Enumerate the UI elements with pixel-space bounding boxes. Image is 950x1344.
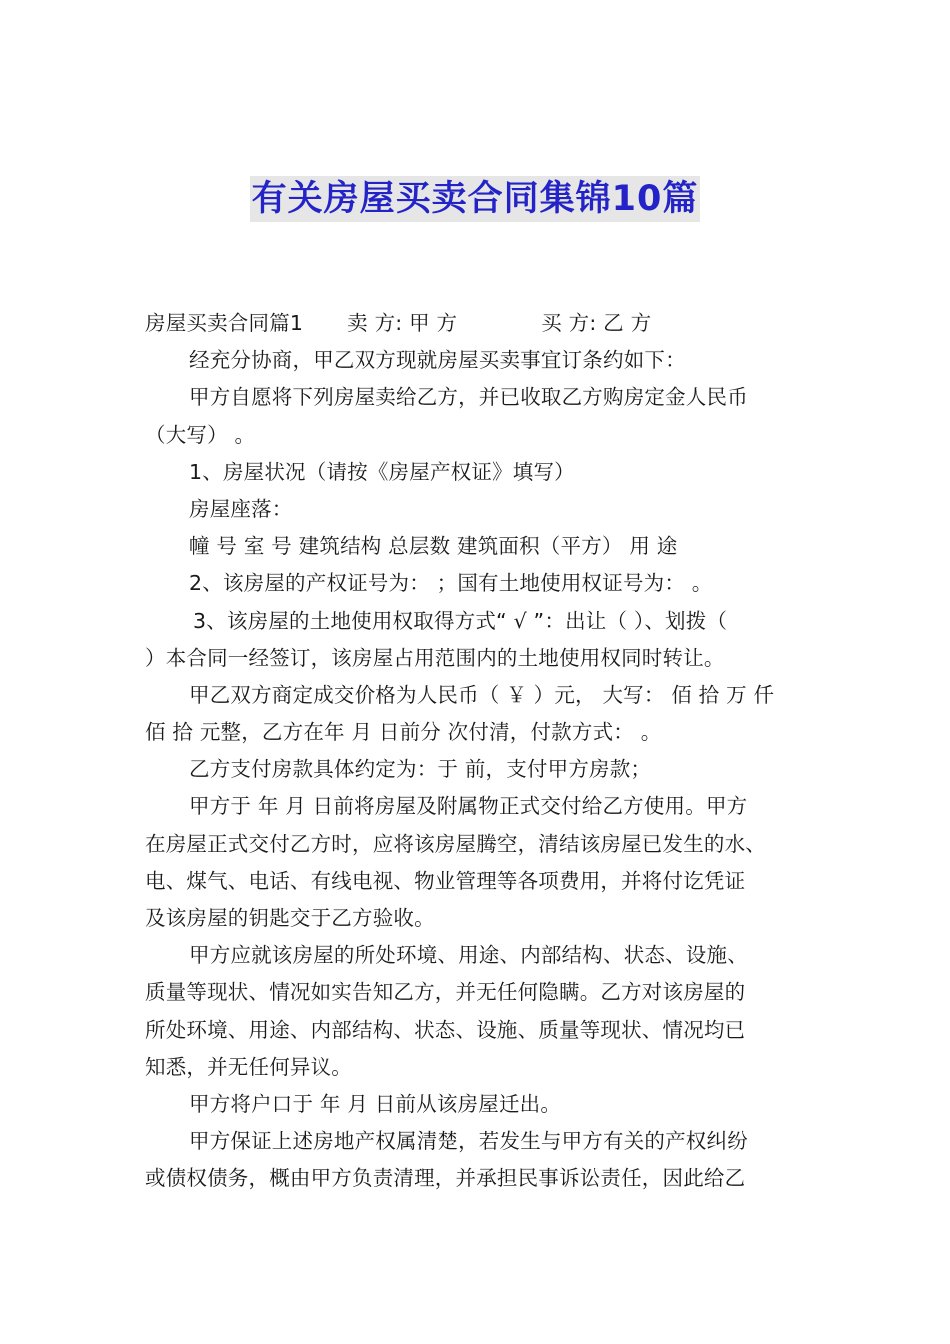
paragraph-line: 3、该房屋的土地使用权取得方式“ √ ”：出让（ ）、划拨（ <box>193 608 728 633</box>
paragraph-line: ）本合同一经签订，该房屋占用范围内的土地使用权同时转让。 <box>145 645 725 670</box>
paragraph-line: 电、煤气、电话、有线电视、物业管理等各项费用，并将付讫凭证 <box>145 868 746 893</box>
paragraph-line: 房屋座落： <box>189 496 293 521</box>
section-heading: 房屋买卖合同篇1 <box>145 311 304 335</box>
paragraph-line: 甲方应就该房屋的所处环境、用途、内部结构、状态、设施、 <box>189 943 748 968</box>
paragraph-line: 乙方支付房款具体约定为：于 前，支付甲方房款； <box>189 757 652 782</box>
paragraph-line: 所处环境、用途、内部结构、状态、设施、质量等现状、情况均已 <box>145 1017 746 1042</box>
paragraph-line: 甲方自愿将下列房屋卖给乙方，并已收取乙方购房定金人民币 <box>189 385 748 410</box>
title-wrap <box>0 176 950 222</box>
paragraph-line: 及该房屋的钥匙交于乙方验收。 <box>145 906 435 930</box>
paragraph-line: 经充分协商，甲乙双方现就房屋买卖事宜订条约如下： <box>189 348 686 373</box>
paragraph-line: 在房屋正式交付乙方时，应将该房屋腾空，清结该房屋已发生的水、 <box>145 831 766 856</box>
paragraph-line: 佰 拾 元整，乙方在年 月 日前分 次付清，付款方式： 。 <box>145 720 662 745</box>
paragraph-line: 幢 号 室 号 建筑结构 总层数 建筑面积（平方） 用 途 <box>189 534 678 559</box>
seller-label: 卖 方: 甲 方 <box>347 311 458 335</box>
paragraph-line: 或债权债务，概由甲方负责清理，并承担民事诉讼责任，因此给乙 <box>145 1166 746 1191</box>
paragraph-line: 质量等现状、情况如实告知乙方，并无任何隐瞒。乙方对该房屋的 <box>145 980 746 1005</box>
paragraph-line: 2、该房屋的产权证号为： ；国有土地使用权证号为： 。 <box>189 571 713 596</box>
paragraph-line: 知悉，并无任何异议。 <box>145 1054 352 1079</box>
paragraph-line: 甲方保证上述房地产权属清楚，若发生与甲方有关的产权纠纷 <box>189 1129 748 1154</box>
paragraph-line: 甲方将户口于 年 月 日前从该房屋迁出。 <box>189 1091 562 1116</box>
paragraph-line: （大写） 。 <box>145 422 256 447</box>
document-title: 有关房屋买卖合同集锦10篇 <box>250 176 701 222</box>
buyer-label: 买 方: 乙 方 <box>541 311 652 335</box>
paragraph-line: 甲乙双方商定成交价格为人民币（ ￥ ）元， 大写： 佰 拾 万 仟 <box>189 682 775 707</box>
paragraph-line: 1、房屋状况（请按《房屋产权证》填写） <box>189 459 575 484</box>
document-body <box>145 305 807 1198</box>
paragraph-line: 甲方于 年 月 日前将房屋及附属物正式交付给乙方使用。甲方 <box>189 794 748 819</box>
contract-header-line <box>145 305 807 342</box>
